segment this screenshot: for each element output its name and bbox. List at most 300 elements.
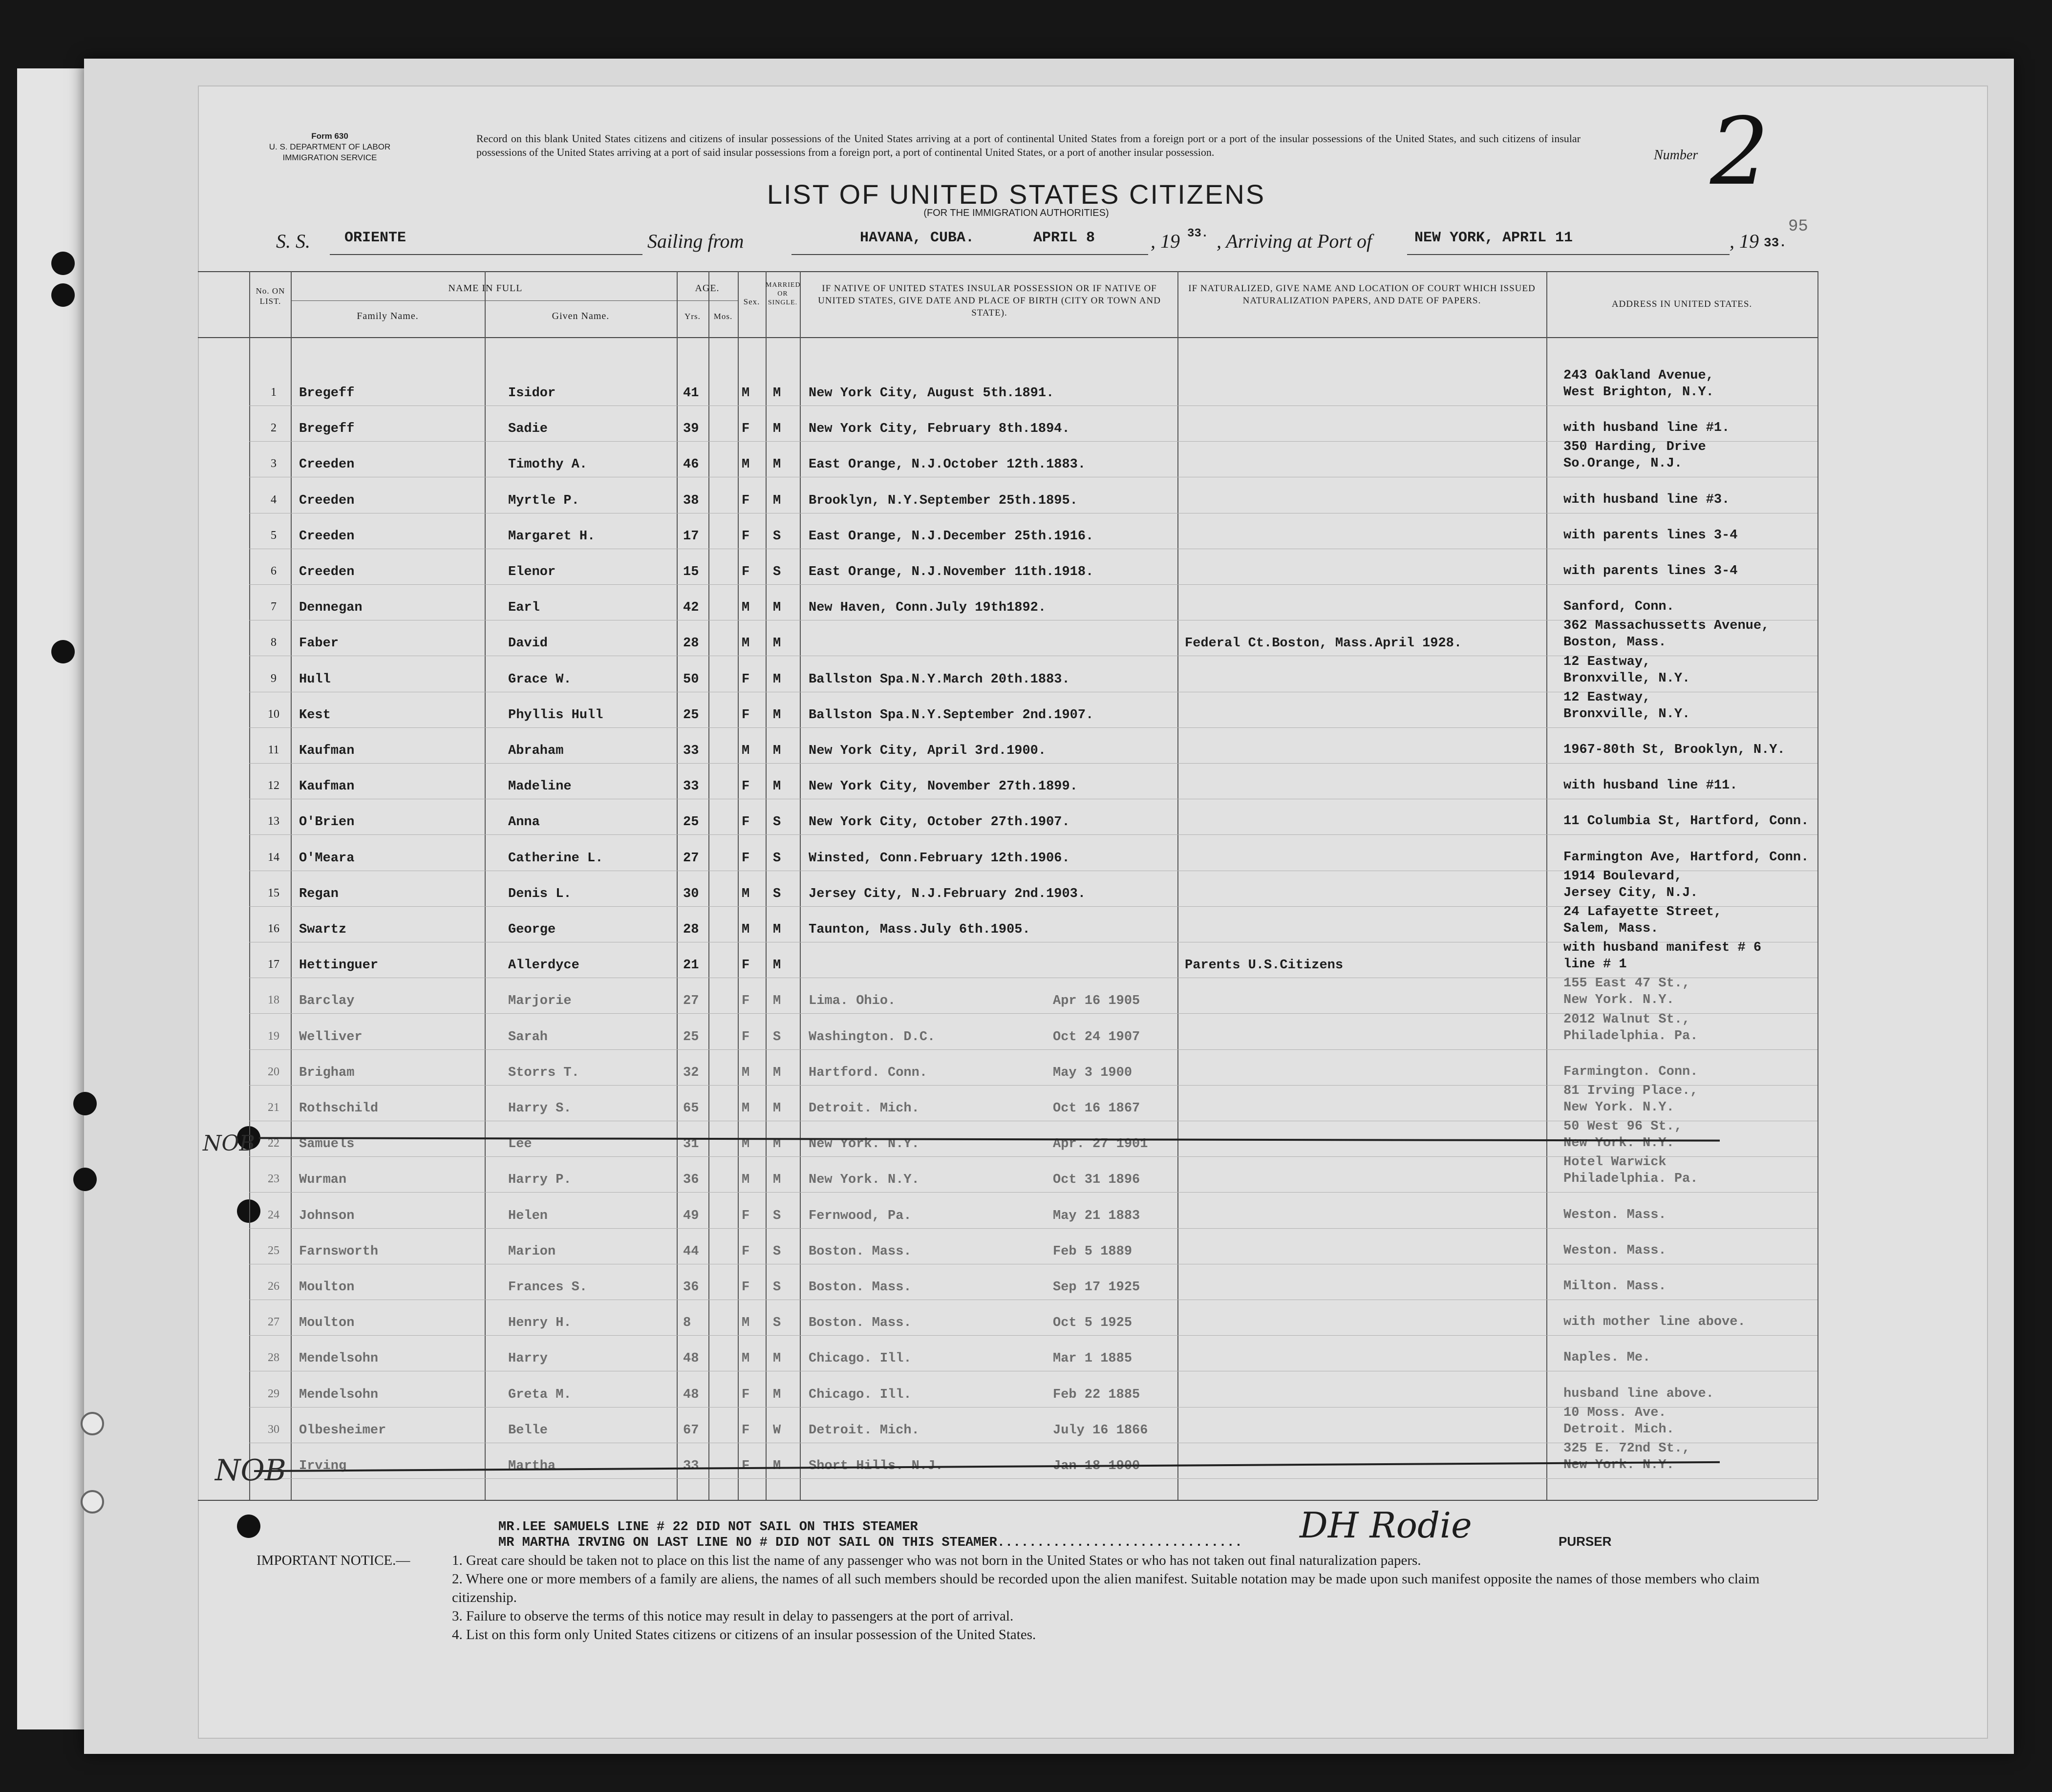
row-number: 2 bbox=[271, 422, 277, 435]
margin-mark: NOB bbox=[203, 1131, 255, 1156]
address-line-2: New York. N.Y. bbox=[1563, 1100, 1674, 1115]
header-naturalized: IF NATURALIZED, GIVE NAME AND LOCATION OF COURT WHICH ISSUED NATURALIZATION PAPERS, AND DATE OF PAPERS. bbox=[1188, 283, 1536, 306]
family-name: Kaufman bbox=[299, 744, 355, 758]
birth-place-date: New Haven, Conn.July 19th1892. bbox=[809, 600, 1047, 616]
birth-date: May 21 1883 bbox=[1053, 1208, 1140, 1223]
address-line-2: Boston, Mass. bbox=[1563, 635, 1667, 650]
row-number: 9 bbox=[271, 672, 277, 685]
address-line-2: with husband line #3. bbox=[1563, 492, 1730, 507]
age-years: 27 bbox=[683, 851, 699, 866]
marital-status: M bbox=[773, 779, 781, 794]
birth-place-date: East Orange, N.J.November 11th.1918. bbox=[809, 565, 1094, 579]
address-line-2: Detroit. Mich. bbox=[1563, 1422, 1674, 1437]
arriving-port: NEW YORK, APRIL 11 bbox=[1414, 230, 1573, 246]
address-line-2: West Brighton, N.Y. bbox=[1563, 385, 1714, 400]
birth-date: Apr 16 1905 bbox=[1053, 994, 1140, 1009]
birth-place-date: East Orange, N.J.October 12th.1883. bbox=[809, 457, 1086, 472]
marital-status: S bbox=[773, 815, 781, 830]
family-name: Kaufman bbox=[299, 779, 355, 794]
marital-status: S bbox=[773, 1208, 781, 1223]
row-rule bbox=[249, 1049, 1817, 1050]
given-name: Marjorie bbox=[508, 994, 572, 1009]
sex: M bbox=[742, 600, 750, 616]
address-line-2: Weston. Mass. bbox=[1563, 1207, 1667, 1222]
given-name: Madeline bbox=[508, 779, 572, 794]
marital-status: M bbox=[773, 1101, 781, 1116]
row-number: 17 bbox=[268, 958, 279, 971]
year-prefix: , 19 bbox=[1151, 230, 1180, 252]
birth-place-date: Boston. Mass. bbox=[809, 1244, 912, 1259]
given-name: Harry P. bbox=[508, 1173, 572, 1188]
row-number: 10 bbox=[268, 707, 279, 721]
address-line-1: 1914 Boulevard, bbox=[1563, 869, 1683, 884]
family-name: Mendelsohn bbox=[299, 1351, 379, 1366]
punch-hole bbox=[81, 1490, 104, 1514]
marital-status: M bbox=[773, 422, 781, 437]
address-line-2: Salem, Mass. bbox=[1563, 921, 1659, 936]
birth-place-date: New York City, April 3rd.1900. bbox=[809, 744, 1047, 758]
family-name: Moulton bbox=[299, 1280, 355, 1295]
given-name: Frances S. bbox=[508, 1280, 588, 1295]
birth-date: Feb 5 1889 bbox=[1053, 1244, 1133, 1259]
sex: M bbox=[742, 1351, 750, 1366]
note-line-2: MR MARTHA IRVING ON LAST LINE NO # DID NOT SAIL ON THIS STEAMER bbox=[498, 1536, 997, 1550]
sex: F bbox=[742, 565, 750, 579]
marital-status: S bbox=[773, 1316, 781, 1331]
family-name: Irving bbox=[299, 1459, 347, 1473]
row-rule bbox=[249, 763, 1817, 764]
header-mos: Mos. bbox=[713, 312, 733, 321]
row-number: 19 bbox=[268, 1029, 279, 1043]
punch-hole bbox=[51, 640, 75, 663]
family-name: Brigham bbox=[299, 1065, 355, 1080]
address-line-1: 155 East 47 St., bbox=[1563, 976, 1690, 991]
sex: M bbox=[742, 636, 750, 651]
age-years: 65 bbox=[683, 1101, 699, 1116]
sex: M bbox=[742, 744, 750, 758]
signature-dots: ............................... bbox=[997, 1536, 1243, 1550]
given-name: David bbox=[508, 636, 548, 651]
address-line-2: Philadelphia. Pa. bbox=[1563, 1172, 1698, 1187]
address-line-1: 50 West 96 St., bbox=[1563, 1119, 1683, 1134]
given-name: Margaret H. bbox=[508, 529, 596, 544]
address-line-2: Milton. Mass. bbox=[1563, 1279, 1667, 1294]
sex: F bbox=[742, 529, 750, 544]
family-name: Johnson bbox=[299, 1208, 355, 1223]
birth-date: Sep 17 1925 bbox=[1053, 1280, 1140, 1295]
birth-place-date: East Orange, N.J.December 25th.1916. bbox=[809, 529, 1094, 544]
given-name: Helen bbox=[508, 1208, 548, 1223]
age-years: 21 bbox=[683, 958, 699, 973]
marital-status: M bbox=[773, 1459, 781, 1473]
family-name: O'Brien bbox=[299, 815, 355, 830]
birth-place-date: Detroit. Mich. bbox=[809, 1101, 919, 1116]
family-name: Bregeff bbox=[299, 422, 355, 437]
marital-status: M bbox=[773, 493, 781, 508]
family-name: Creeden bbox=[299, 457, 355, 472]
family-name: Faber bbox=[299, 636, 339, 651]
sex: F bbox=[742, 1208, 750, 1223]
address-line-2: with husband line #11. bbox=[1563, 778, 1738, 793]
row-number: 29 bbox=[268, 1387, 279, 1400]
age-years: 33 bbox=[683, 779, 699, 794]
row-number: 13 bbox=[268, 815, 279, 828]
marital-status: S bbox=[773, 851, 781, 866]
arr-year-prefix: , 19 bbox=[1730, 230, 1759, 252]
age-years: 39 bbox=[683, 422, 699, 437]
intro-text: Record on this blank United States citizens and citizens of insular possessions of the United States arriving at a port of continental United States from a foreign port or a port of the insular possessions of the United States, and such citizens of insular possessions of the United States arriving at a port of said insular possessions from a foreign port, a port of continental United States, or a port of another insular possession. bbox=[476, 132, 1581, 158]
age-years: 32 bbox=[683, 1065, 699, 1080]
age-years: 27 bbox=[683, 994, 699, 1009]
given-name: Timothy A. bbox=[508, 457, 588, 472]
sex: M bbox=[742, 922, 750, 937]
sex: F bbox=[742, 1029, 750, 1045]
address-line-2: New York. N.Y. bbox=[1563, 1458, 1674, 1472]
sex: F bbox=[742, 1459, 750, 1473]
marital-status: M bbox=[773, 958, 781, 973]
given-name: Earl bbox=[508, 600, 540, 616]
row-number: 18 bbox=[268, 994, 279, 1007]
address-line-1: Hotel Warwick bbox=[1563, 1155, 1667, 1170]
marital-status: M bbox=[773, 672, 781, 687]
ss-label: S. S. bbox=[276, 230, 310, 252]
given-name: Phyllis Hull bbox=[508, 707, 603, 723]
address-line-2: Weston. Mass. bbox=[1563, 1243, 1667, 1258]
row-number: 27 bbox=[268, 1316, 279, 1329]
family-name: Creeden bbox=[299, 565, 355, 579]
address-line-1: 362 Massachussetts Avenue, bbox=[1563, 619, 1770, 634]
address-line-2: Jersey City, N.J. bbox=[1563, 885, 1698, 900]
age-years: 67 bbox=[683, 1423, 699, 1438]
given-name: Marion bbox=[508, 1244, 556, 1259]
marital-status: S bbox=[773, 1029, 781, 1045]
sex: M bbox=[742, 1316, 750, 1331]
row-number: 7 bbox=[271, 600, 277, 614]
address-line-2: Bronxville, N.Y. bbox=[1563, 706, 1690, 722]
birth-date: Apr. 27 1901 bbox=[1053, 1137, 1148, 1152]
age-years: 44 bbox=[683, 1244, 699, 1259]
age-years: 36 bbox=[683, 1280, 699, 1295]
age-years: 48 bbox=[683, 1351, 699, 1366]
sailing-notes bbox=[498, 1519, 1242, 1551]
notice-item: 3. Failure to observe the terms of this notice may result in delay to passengers at the port of arrival. bbox=[452, 1608, 1014, 1624]
header-native: IF NATIVE OF UNITED STATES INSULAR POSSESSION OR IF NATIVE OF UNITED STATES, GIVE DATE AND PLACE OF BIRTH (CITY OR TOWN AND STATE). bbox=[818, 283, 1161, 318]
birth-place-date: Ballston Spa.N.Y.March 20th.1883. bbox=[809, 672, 1070, 687]
sex: M bbox=[742, 1101, 750, 1116]
punch-hole bbox=[237, 1199, 260, 1223]
row-number: 24 bbox=[268, 1208, 279, 1221]
row-number: 1 bbox=[271, 386, 277, 399]
notice-item: 1. Great care should be taken not to place on this list the name of any passenger who was not born in the United States or who has not taken out final naturalization papers. bbox=[452, 1553, 1421, 1568]
sex: F bbox=[742, 493, 750, 508]
given-name: Elenor bbox=[508, 565, 556, 579]
age-years: 31 bbox=[683, 1137, 699, 1152]
row-number: 16 bbox=[268, 922, 279, 935]
family-name: Farnsworth bbox=[299, 1244, 379, 1259]
family-name: Regan bbox=[299, 886, 339, 901]
family-name: Hull bbox=[299, 672, 331, 687]
sailing-date: APRIL 8 bbox=[1033, 230, 1095, 246]
family-name: Olbesheimer bbox=[299, 1423, 386, 1438]
address-line-2: Farmington Ave, Hartford, Conn. bbox=[1563, 850, 1809, 865]
age-years: 25 bbox=[683, 707, 699, 723]
sailing-label: Sailing from bbox=[647, 230, 744, 252]
age-years: 38 bbox=[683, 493, 699, 508]
marital-status: M bbox=[773, 707, 781, 723]
age-years: 25 bbox=[683, 1029, 699, 1045]
given-name: Myrtle P. bbox=[508, 493, 579, 508]
sex: M bbox=[742, 886, 750, 901]
birth-place-date: Boston. Mass. bbox=[809, 1316, 912, 1331]
punch-hole bbox=[73, 1168, 97, 1191]
birth-place-date: New York City, October 27th.1907. bbox=[809, 815, 1070, 830]
row-number: 15 bbox=[268, 886, 279, 899]
given-name: Denis L. bbox=[508, 886, 572, 901]
row-number: 8 bbox=[271, 636, 277, 649]
header-given-name: Given Name. bbox=[552, 311, 610, 321]
row-rule bbox=[249, 1335, 1817, 1336]
family-name: O'Meara bbox=[299, 851, 355, 866]
row-number: 4 bbox=[271, 493, 277, 506]
address-line-2: with parents lines 3-4 bbox=[1563, 564, 1738, 578]
punch-hole bbox=[51, 252, 75, 275]
address-line-2: New York. N.Y. bbox=[1563, 1136, 1674, 1151]
margin-mark: NOB bbox=[215, 1453, 286, 1488]
row-rule bbox=[249, 1192, 1817, 1193]
row-number: 12 bbox=[268, 779, 279, 792]
address-line-1: 81 Irving Place., bbox=[1563, 1084, 1698, 1098]
birth-place-date: New York. N.Y. bbox=[809, 1173, 919, 1188]
given-name: Allerdyce bbox=[508, 958, 579, 973]
marital-status: M bbox=[773, 744, 781, 758]
family-name: Swartz bbox=[299, 922, 347, 937]
given-name: Martha bbox=[508, 1459, 556, 1473]
age-years: 33 bbox=[683, 1459, 699, 1473]
birth-place-date: Taunton, Mass.July 6th.1905. bbox=[809, 922, 1030, 937]
birth-date: Oct 5 1925 bbox=[1053, 1316, 1133, 1331]
address-line-1: 10 Moss. Ave. bbox=[1563, 1405, 1667, 1420]
row-number: 3 bbox=[271, 457, 277, 470]
birth-place-date: Jersey City, N.J.February 2nd.1903. bbox=[809, 886, 1086, 901]
given-name: Sarah bbox=[508, 1029, 548, 1045]
address-line-1: with husband manifest # 6 bbox=[1563, 940, 1762, 956]
family-name: Moulton bbox=[299, 1316, 355, 1331]
age-years: 28 bbox=[683, 636, 699, 651]
marital-status: M bbox=[773, 1065, 781, 1080]
family-name: Wurman bbox=[299, 1173, 347, 1188]
birth-date: Oct 31 1896 bbox=[1053, 1173, 1140, 1188]
form-department: U. S. DEPARTMENT OF LABOR bbox=[269, 142, 391, 151]
sex: F bbox=[742, 1423, 750, 1438]
row-number: 14 bbox=[268, 851, 279, 864]
marital-status: S bbox=[773, 1244, 781, 1259]
birth-place-date: Chicago. Ill. bbox=[809, 1351, 912, 1366]
marital-status: M bbox=[773, 1387, 781, 1402]
family-name: Creeden bbox=[299, 493, 355, 508]
row-number: 23 bbox=[268, 1173, 279, 1186]
family-name: Hettinguer bbox=[299, 958, 379, 973]
row-number: 11 bbox=[268, 744, 279, 756]
given-name: Grace W. bbox=[508, 672, 572, 687]
marital-status: M bbox=[773, 1137, 781, 1152]
naturalization: Federal Ct.Boston, Mass.April 1928. bbox=[1185, 636, 1462, 651]
row-rule bbox=[249, 727, 1817, 728]
address-line-2: So.Orange, N.J. bbox=[1563, 456, 1683, 471]
birth-date: Oct 24 1907 bbox=[1053, 1029, 1140, 1045]
birth-place-date: Brooklyn, N.Y.September 25th.1895. bbox=[809, 493, 1078, 508]
given-name: Isidor bbox=[508, 386, 556, 401]
birth-date: Feb 22 1885 bbox=[1053, 1387, 1140, 1402]
given-name: Storrs T. bbox=[508, 1065, 579, 1080]
row-rule bbox=[249, 405, 1817, 406]
address-line-2: with mother line above. bbox=[1563, 1315, 1746, 1330]
given-name: Abraham bbox=[508, 744, 564, 758]
birth-place-date: Short Hills. N.J. bbox=[809, 1459, 943, 1473]
sex: F bbox=[742, 1244, 750, 1259]
address-line-2: New York. N.Y. bbox=[1563, 993, 1674, 1008]
row-number: 30 bbox=[268, 1423, 279, 1436]
birth-place-date: New York City, February 8th.1894. bbox=[809, 422, 1070, 437]
sex: F bbox=[742, 851, 750, 866]
birth-place-date: Detroit. Mich. bbox=[809, 1423, 919, 1438]
left-binding-strip bbox=[17, 68, 90, 1729]
arrival-year: 33. bbox=[1764, 235, 1787, 250]
row-number: 20 bbox=[268, 1065, 279, 1078]
form-number: Form 630 bbox=[311, 131, 348, 141]
family-name: Dennegan bbox=[299, 600, 363, 616]
notice-item: 2. Where one or more members of a family are aliens, the names of all such members should be recorded upon the alien manifest. Suitable notation may be made upon such manifest opposite the names of those members who claim citizenship. bbox=[452, 1571, 1760, 1605]
form-service: IMMIGRATION SERVICE bbox=[282, 153, 377, 162]
sex: F bbox=[742, 994, 750, 1009]
list-number: 2 bbox=[1710, 98, 1769, 206]
row-rule bbox=[249, 1228, 1817, 1229]
address-line-1: 12 Eastway, bbox=[1563, 690, 1651, 705]
birth-date: July 16 1866 bbox=[1053, 1423, 1148, 1438]
birth-date: Oct 16 1867 bbox=[1053, 1101, 1140, 1116]
top-mark: 95 bbox=[1788, 217, 1808, 236]
sex: F bbox=[742, 815, 750, 830]
sailing-from: HAVANA, CUBA. bbox=[860, 230, 975, 246]
marital-status: W bbox=[773, 1423, 781, 1438]
age-years: 36 bbox=[683, 1173, 699, 1188]
row-number: 25 bbox=[268, 1244, 279, 1257]
header-sex: Sex. bbox=[743, 297, 760, 306]
row-number: 22 bbox=[268, 1137, 279, 1150]
punch-hole bbox=[73, 1092, 97, 1115]
purser-label: PURSER bbox=[1559, 1534, 1612, 1549]
address-line-1: 24 Lafayette Street, bbox=[1563, 905, 1722, 919]
given-name: Henry H. bbox=[508, 1316, 572, 1331]
punch-hole bbox=[81, 1412, 104, 1435]
address-line-2: Bronxville, N.Y. bbox=[1563, 671, 1690, 686]
marital-status: S bbox=[773, 886, 781, 901]
birth-date: Jan 18 1900 bbox=[1053, 1459, 1140, 1473]
sex: F bbox=[742, 422, 750, 437]
header-married: MARRIED OR SINGLE. bbox=[766, 281, 801, 306]
form-identifier bbox=[249, 131, 410, 163]
marital-status: M bbox=[773, 922, 781, 937]
family-name: Kest bbox=[299, 707, 331, 723]
sex: F bbox=[742, 1387, 750, 1402]
given-name: Sadie bbox=[508, 422, 548, 437]
family-name: Mendelsohn bbox=[299, 1387, 379, 1402]
header-yrs: Yrs. bbox=[684, 312, 701, 321]
age-years: 50 bbox=[683, 672, 699, 687]
address-line-1: 12 Eastway, bbox=[1563, 654, 1651, 669]
header-age: AGE. bbox=[695, 283, 720, 294]
important-notice-items bbox=[452, 1551, 1815, 1644]
given-name: Harry S. bbox=[508, 1101, 572, 1116]
address-line-2: Farmington. Conn. bbox=[1563, 1064, 1698, 1079]
age-years: 28 bbox=[683, 922, 699, 937]
address-line-1: 2012 Walnut St., bbox=[1563, 1012, 1690, 1027]
family-name: Creeden bbox=[299, 529, 355, 544]
birth-date: May 3 1900 bbox=[1053, 1065, 1133, 1080]
given-name: Catherine L. bbox=[508, 851, 603, 866]
arriving-label: , Arriving at Port of bbox=[1217, 230, 1372, 252]
age-years: 49 bbox=[683, 1208, 699, 1223]
birth-date: Mar 1 1885 bbox=[1053, 1351, 1133, 1366]
age-years: 17 bbox=[683, 529, 699, 544]
birth-place-date: Ballston Spa.N.Y.September 2nd.1907. bbox=[809, 707, 1094, 723]
marital-status: S bbox=[773, 1280, 781, 1295]
header-family-name: Family Name. bbox=[357, 311, 419, 321]
age-years: 30 bbox=[683, 886, 699, 901]
naturalization: Parents U.S.Citizens bbox=[1185, 958, 1344, 973]
address-line-2: 1967-80th St, Brooklyn, N.Y. bbox=[1563, 743, 1785, 757]
sex: F bbox=[742, 1280, 750, 1295]
row-number: 6 bbox=[271, 565, 277, 577]
family-name: Bregeff bbox=[299, 386, 355, 401]
row-number: 5 bbox=[271, 529, 277, 542]
row-number: 26 bbox=[268, 1280, 279, 1293]
row-rule bbox=[249, 1478, 1817, 1479]
marital-status: M bbox=[773, 1351, 781, 1366]
sex: F bbox=[742, 958, 750, 973]
punch-hole bbox=[237, 1515, 260, 1538]
address-line-2: with husband line #1. bbox=[1563, 421, 1730, 436]
birth-place-date: Lima. Ohio. bbox=[809, 994, 896, 1009]
address-line-2: with parents lines 3-4 bbox=[1563, 528, 1738, 543]
age-years: 33 bbox=[683, 744, 699, 758]
given-name: Anna bbox=[508, 815, 540, 830]
family-name: Welliver bbox=[299, 1029, 363, 1045]
sex: M bbox=[742, 1137, 750, 1152]
family-name: Samuels bbox=[299, 1137, 355, 1152]
sailing-year: 33. bbox=[1187, 227, 1209, 240]
header-no: No. ON LIST. bbox=[256, 286, 285, 306]
age-years: 15 bbox=[683, 565, 699, 579]
birth-place-date: Chicago. Ill. bbox=[809, 1387, 912, 1402]
age-years: 41 bbox=[683, 386, 699, 401]
note-line-1: MR.LEE SAMUELS LINE # 22 DID NOT SAIL ON THIS STEAMER bbox=[498, 1520, 918, 1535]
marital-status: M bbox=[773, 1173, 781, 1188]
address-line-1: 325 E. 72nd St., bbox=[1563, 1441, 1690, 1456]
page-title: LIST OF UNITED STATES CITIZENS bbox=[767, 179, 1266, 210]
header-name-in-full: NAME IN FULL bbox=[448, 283, 523, 294]
notice-item: 4. List on this form only United States citizens or citizens of an insular possession of the United States. bbox=[452, 1627, 1036, 1643]
sex: M bbox=[742, 1173, 750, 1188]
family-name: Barclay bbox=[299, 994, 355, 1009]
row-number: 21 bbox=[268, 1101, 279, 1114]
age-years: 42 bbox=[683, 600, 699, 616]
sex: M bbox=[742, 457, 750, 472]
sex: M bbox=[742, 1065, 750, 1080]
number-label: Number bbox=[1654, 148, 1698, 163]
marital-status: M bbox=[773, 994, 781, 1009]
punch-hole bbox=[51, 283, 75, 307]
given-name: George bbox=[508, 922, 556, 937]
